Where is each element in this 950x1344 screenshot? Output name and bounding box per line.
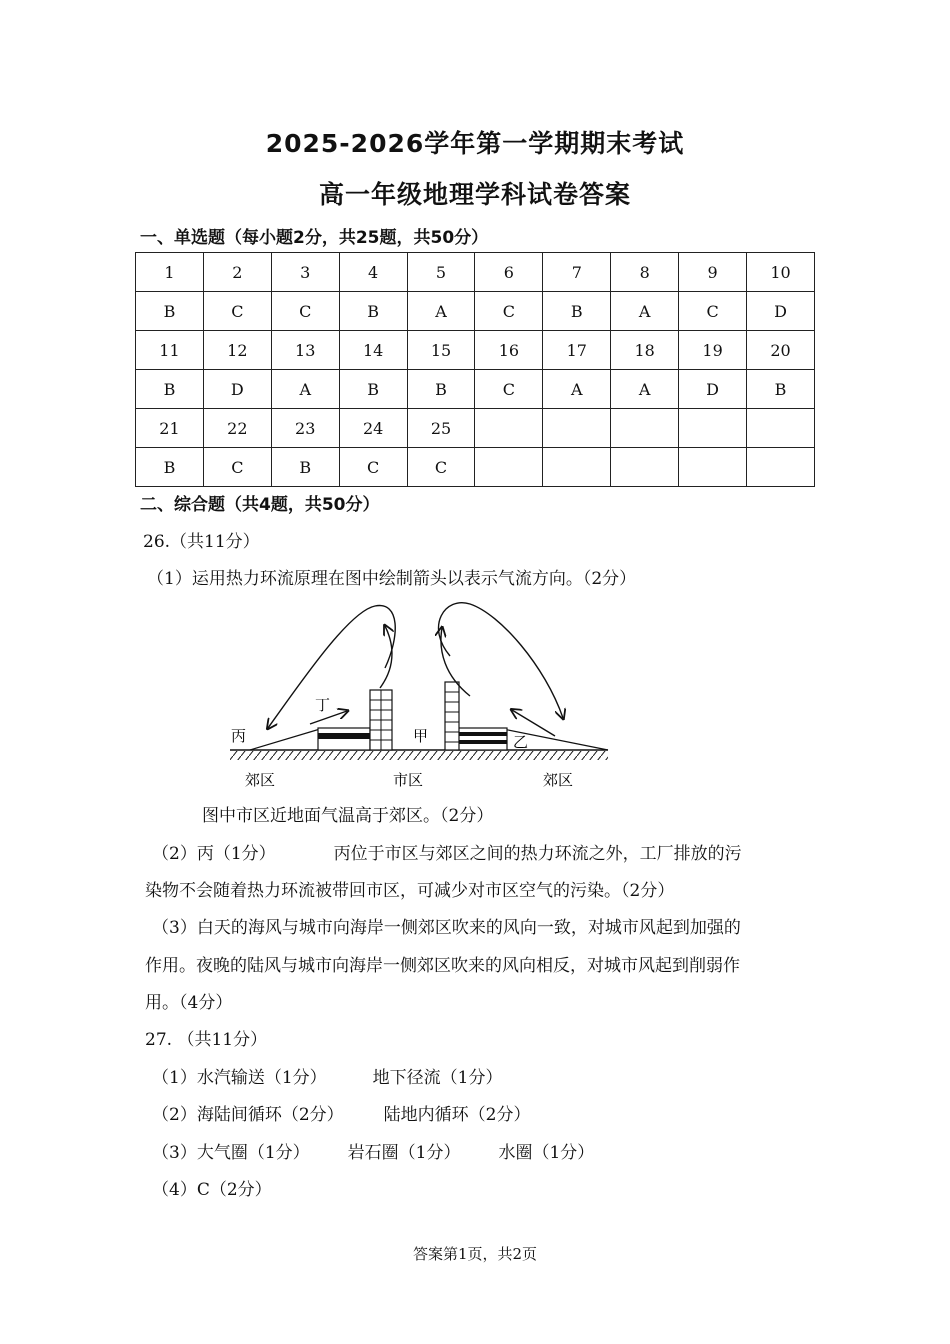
table-cell: 7	[543, 253, 611, 292]
table-cell: A	[271, 370, 339, 409]
q27-part4: （4）C（2分）	[152, 1180, 272, 1200]
table-row	[136, 370, 815, 409]
table-cell: C	[271, 292, 339, 331]
table-cell	[611, 409, 679, 448]
section2-heading: 二、综合题（共4题，共50分）	[140, 495, 380, 515]
label-suburb-right: 郊区	[543, 771, 574, 789]
table-cell: 20	[747, 331, 815, 370]
q27-part3-c: 水圈（1分）	[498, 1143, 595, 1163]
q27-part3-a: （3）大气圈（1分）	[152, 1143, 310, 1163]
table-cell: 5	[407, 253, 475, 292]
q26-part2-reason-b: 染物不会随着热力环流被带回市区，可减少对市区空气的污染。（2分）	[145, 881, 675, 901]
table-cell: 1	[136, 253, 204, 292]
section1-heading: 一、单选题（每小题2分，共25题，共50分）	[140, 228, 489, 248]
q26-header: 26.（共11分）	[143, 532, 260, 552]
table-cell: 16	[475, 331, 543, 370]
q26-part2-line1	[152, 839, 742, 864]
table-cell: A	[543, 370, 611, 409]
table-cell: A	[407, 292, 475, 331]
q26-part2-answer: （2）丙（1分）	[152, 844, 276, 864]
label-bing: 丙	[231, 727, 247, 745]
q27-part1-b: 地下径流（1分）	[372, 1068, 503, 1088]
q27-header: 27. （共11分）	[145, 1030, 268, 1050]
table-cell: 24	[339, 409, 407, 448]
q27-part2-a: （2）海陆间循环（2分）	[152, 1105, 344, 1125]
q26-part1-note: 图中市区近地面气温高于郊区。（2分）	[202, 806, 494, 826]
table-cell: 6	[475, 253, 543, 292]
factory-left	[318, 728, 370, 750]
heat-circulation-diagram	[225, 596, 615, 796]
table-cell: B	[339, 292, 407, 331]
table-cell	[475, 409, 543, 448]
table-cell	[543, 448, 611, 487]
table-cell	[747, 409, 815, 448]
table-cell: C	[407, 448, 475, 487]
table-row	[136, 331, 815, 370]
table-cell: D	[747, 292, 815, 331]
table-row	[136, 448, 815, 487]
table-cell: B	[339, 370, 407, 409]
q26-part2-reason-a: 丙位于市区与郊区之间的热力环流之外，工厂排放的污	[333, 844, 742, 864]
label-city: 市区	[393, 771, 424, 789]
building-right	[445, 682, 459, 750]
table-cell: 3	[271, 253, 339, 292]
exam-title: 2025-2026学年第一学期期末考试	[265, 129, 685, 158]
q26-part3-a: （3）白天的海风与城市向海岸一侧郊区吹来的风向一致，对城市风起到加强的	[152, 918, 741, 938]
table-cell	[679, 448, 747, 487]
table-cell: 22	[203, 409, 271, 448]
table-cell: 8	[611, 253, 679, 292]
table-cell	[611, 448, 679, 487]
table-cell	[475, 448, 543, 487]
table-cell: B	[136, 370, 204, 409]
table-row	[136, 253, 815, 292]
label-jia: 甲	[413, 727, 429, 745]
table-row	[136, 292, 815, 331]
table-cell: B	[407, 370, 475, 409]
table-cell: B	[543, 292, 611, 331]
table-cell: D	[679, 370, 747, 409]
q26-part3-b: 作用。夜晚的陆风与城市向海岸一侧郊区吹来的风向相反，对城市风起到削弱作	[145, 956, 740, 976]
building-left	[370, 690, 392, 750]
table-cell: C	[203, 448, 271, 487]
table-cell: 10	[747, 253, 815, 292]
table-cell: A	[611, 292, 679, 331]
table-cell: 13	[271, 331, 339, 370]
table-cell: C	[679, 292, 747, 331]
q27-part2-b: 陆地内循环（2分）	[383, 1105, 531, 1125]
table-cell: 17	[543, 331, 611, 370]
exam-subtitle: 高一年级地理学科试卷答案	[318, 180, 631, 209]
page-footer: 答案第1页，共2页	[412, 1245, 538, 1263]
table-cell: A	[611, 370, 679, 409]
table-cell: B	[271, 448, 339, 487]
table-cell: 15	[407, 331, 475, 370]
left-slope	[250, 729, 320, 750]
table-cell: C	[475, 292, 543, 331]
table-cell: B	[136, 292, 204, 331]
table-cell: 9	[679, 253, 747, 292]
table-cell: 4	[339, 253, 407, 292]
table-cell: B	[747, 370, 815, 409]
table-cell	[747, 448, 815, 487]
label-yi: 乙	[513, 733, 529, 751]
multiple-choice-answer-table	[135, 252, 815, 487]
table-row	[136, 409, 815, 448]
q26-part3-c: 用。（4分）	[145, 993, 233, 1013]
q27-part1	[152, 1063, 502, 1088]
label-suburb-left: 郊区	[245, 771, 276, 789]
table-cell: 23	[271, 409, 339, 448]
q27-part1-a: （1）水汽输送（1分）	[152, 1068, 327, 1088]
table-cell: C	[339, 448, 407, 487]
table-cell	[679, 409, 747, 448]
ground-hatch	[230, 751, 608, 760]
table-cell: 18	[611, 331, 679, 370]
table-cell: 11	[136, 331, 204, 370]
table-cell: 25	[407, 409, 475, 448]
table-cell	[543, 409, 611, 448]
table-cell: B	[136, 448, 204, 487]
table-cell: 12	[203, 331, 271, 370]
table-cell: 19	[679, 331, 747, 370]
label-ding: 丁	[315, 696, 331, 714]
table-cell: C	[475, 370, 543, 409]
table-cell: 14	[339, 331, 407, 370]
q26-part1: （1）运用热力环流原理在图中绘制箭头以表示气流方向。（2分）	[147, 569, 637, 589]
q27-part3-b: 岩石圈（1分）	[347, 1143, 461, 1163]
q27-part3	[152, 1138, 594, 1163]
factory-right	[457, 728, 507, 750]
table-cell: 21	[136, 409, 204, 448]
table-cell: 2	[203, 253, 271, 292]
table-cell: D	[203, 370, 271, 409]
table-cell: C	[203, 292, 271, 331]
q27-part2	[152, 1100, 530, 1125]
